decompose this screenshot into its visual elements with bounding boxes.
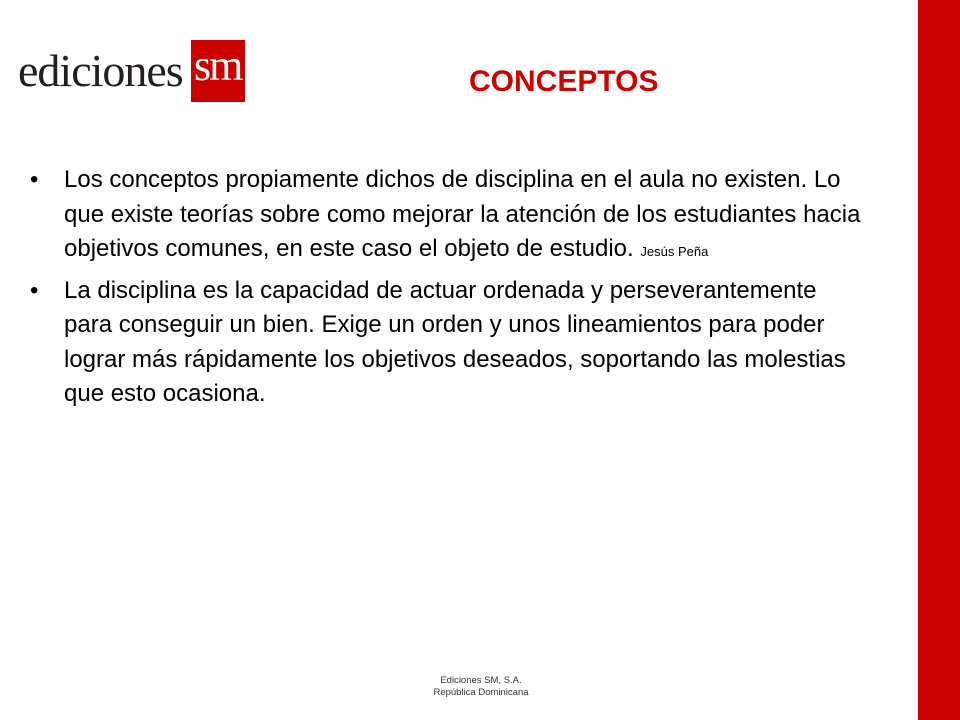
- ediciones-sm-logo: [18, 40, 245, 104]
- footer-country: República Dominicana: [433, 687, 529, 698]
- logo-wordmark: ediciones: [18, 45, 183, 96]
- bullet-icon: •: [30, 166, 39, 193]
- footer-company: Ediciones SM, S.A.: [440, 675, 522, 686]
- footer: [381, 675, 581, 699]
- logo-sm-mark: sm: [194, 41, 242, 90]
- bullet-item: [30, 163, 870, 270]
- bullet-icon: •: [30, 276, 39, 304]
- logo-sm-box: [191, 40, 245, 102]
- brand-side-bar: [918, 0, 960, 720]
- bullet-item: [30, 274, 870, 412]
- slide-title: CONCEPTOS: [469, 65, 659, 98]
- author-attribution: Jesús Peña: [640, 244, 709, 259]
- bullet-list: [30, 163, 870, 416]
- bullet-text: Los conceptos propiamente dichos de disciplina en el aula no existen. Lo que existe teorías sobre como mejorar la atención de los estudiantes hacia objetivos comunes, en este caso el objeto de estudio.: [64, 166, 861, 262]
- bullet-text: La disciplina es la capacidad de actuar ordenada y perseverantemente para conseguir un bien. Exige un orden y unos lineamientos para poder lograr más rápidamente los objetivos deseados, soportando las molestias que esto ocasiona.: [64, 276, 846, 407]
